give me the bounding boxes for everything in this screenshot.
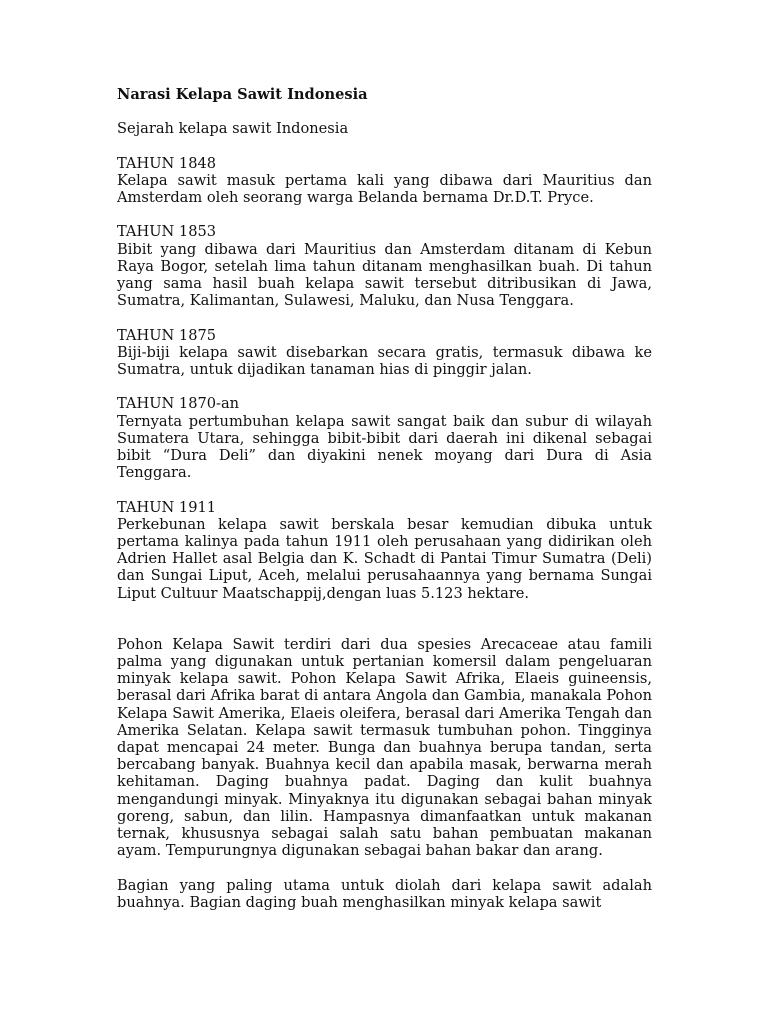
section-1911: [117, 499, 652, 602]
document-title: Narasi Kelapa Sawit Indonesia: [117, 86, 368, 103]
section-text: Ternyata pertumbuhan kelapa sawit sangat baik dan subur di wilayah Sumatera Utara, sehingga bibit-bibit dari daerah ini dikenal sebagai bibit “Dura Deli” dan diyakini nenek moyang dari Dura di Asia Tenggara.: [117, 412, 652, 482]
paragraph-species: Pohon Kelapa Sawit terdiri dari dua spesies Arecaceae atau famili palma yang digunakan untuk pertanian komersil dalam pengeluaran minyak kelapa sawit. Pohon Kelapa Sawit Afrika, Elaeis guineensis, berasal dari Afrika barat di antara Angola dan Gambia, manakala Pohon Kelapa Sawit Amerika, Elaeis oleifera, berasal dari Amerika Tengah dan Amerika Selatan. Kelapa sawit termasuk tumbuhan pohon. Tingginya dapat mencapai 24 meter. Bunga dan buahnya berupa tandan, serta bercabang banyak. Buahnya kecil dan apabila masak, berwarna merah kehitaman. Daging buahnya padat. Daging dan kulit buahnya mengandungi minyak. Minyaknya itu digunakan sebagai bahan minyak goreng, sabun, dan lilin. Hampasnya dimanfaatkan untuk makanan ternak, khususnya sebagai salah satu bahan pembuatan makanan ayam. Tempurungnya digunakan sebagai bahan bakar dan arang.: [117, 635, 652, 860]
section-1870an: [117, 395, 652, 481]
section-text: Bibit yang dibawa dari Mauritius dan Amsterdam ditanam di Kebun Raya Bogor, setelah lima tahun ditanam menghasilkan buah. Di tahun yang sama hasil buah kelapa sawit tersebut ditribusikan di Jawa, Sumatra, Kalimantan, Sulawesi, Maluku, dan Nusa Tenggara.: [117, 240, 652, 310]
section-1853: [117, 223, 652, 309]
section-year: TAHUN 1853: [117, 223, 217, 241]
paragraph-parts: Bagian yang paling utama untuk diolah dari kelapa sawit adalah buahnya. Bagian daging buah menghasilkan minyak kelapa sawit: [117, 876, 652, 911]
section-text: Biji-biji kelapa sawit disebarkan secara gratis, termasuk dibawa ke Sumatra, untuk dijadikan tanaman hias di pinggir jalan.: [117, 343, 652, 378]
section-1875: [117, 327, 652, 379]
section-year: TAHUN 1911: [117, 498, 217, 516]
document-subtitle: Sejarah kelapa sawit Indonesia: [117, 120, 349, 138]
section-year: TAHUN 1870-an: [117, 395, 240, 413]
section-text: Perkebunan kelapa sawit berskala besar kemudian dibuka untuk pertama kalinya pada tahun 1911 oleh perusahaan yang didirikan oleh Adrien Hallet asal Belgia dan K. Schadt di Pantai Timur Sumatra (Deli) dan Sungai Liput, Aceh, melalui perusahaannya yang bernama Sungai Liput Cultuur Maatschappij,dengan luas 5.123 hektare.: [117, 515, 652, 602]
section-text: Kelapa sawit masuk pertama kali yang dibawa dari Mauritius dan Amsterdam oleh seorang warga Belanda bernama Dr.D.T. Pryce.: [117, 171, 652, 206]
section-year: TAHUN 1848: [117, 154, 217, 172]
section-1848: [117, 155, 652, 207]
section-year: TAHUN 1875: [117, 326, 217, 344]
